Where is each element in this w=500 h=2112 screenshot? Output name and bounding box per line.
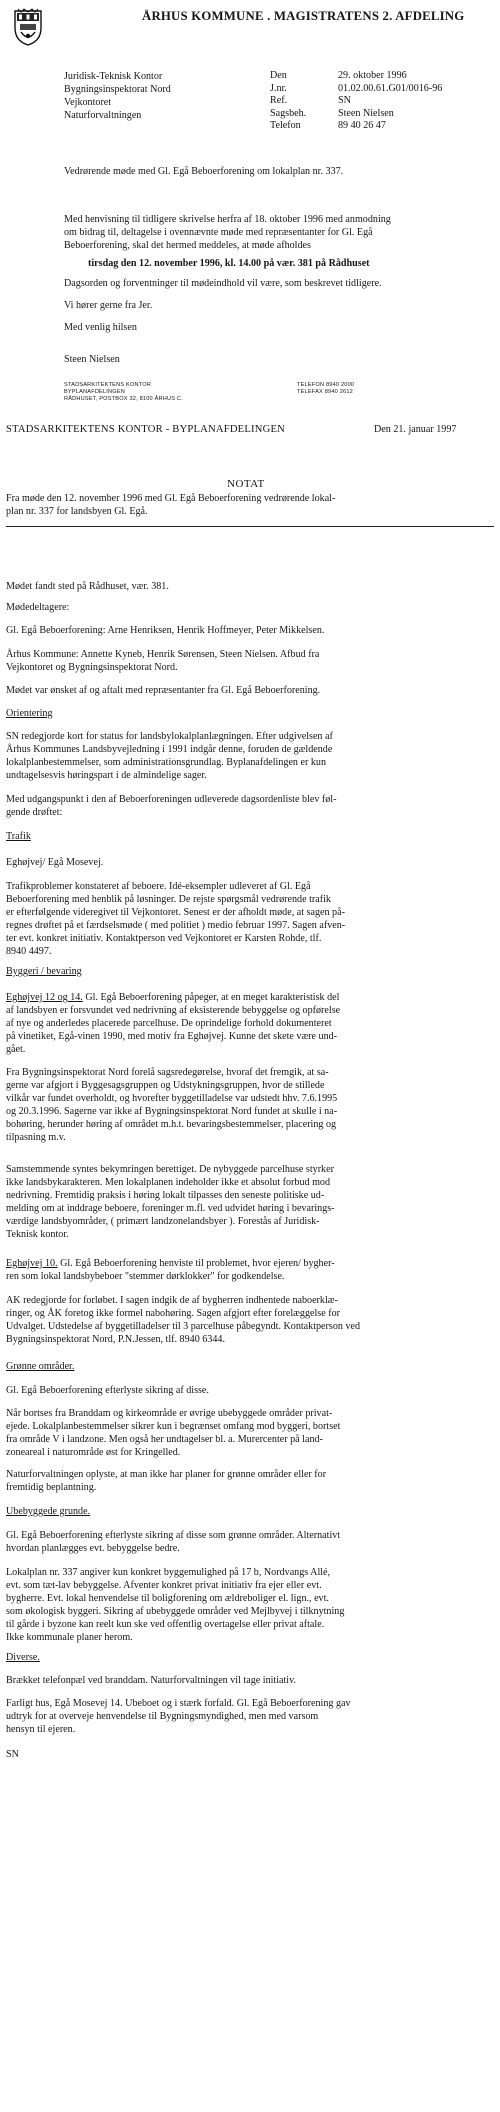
text-line: gerne var afgjort i Byggesagsgruppen og Udstykningsgruppen, hvor de stillede: [6, 1080, 325, 1091]
text-line: melding om at inddrage beboere, foreninger m.fl. ved udvidet høring i bevarings-: [6, 1203, 335, 1214]
text-line: af nye og anderledes placerede parcelhuse. De oprindelige forhold dokumenteret: [6, 1018, 332, 1029]
ubebyggede-paragraph-1: [6, 1529, 496, 1555]
meta-value: 29. oktober 1996: [338, 70, 407, 81]
trafik-text: [6, 880, 496, 958]
meeting-place: Mødet fandt sted på Rådhuset, vær. 381.: [6, 581, 169, 592]
text-line: hensyn til ejeren.: [6, 1724, 76, 1735]
text-line: [6, 991, 496, 1004]
diverse-paragraph-2: [6, 1697, 496, 1736]
section-heading-gronne: Grønne områder.: [6, 1361, 75, 1372]
addressee-line: Naturforvaltningen: [64, 110, 142, 121]
text-line: Udvalget. Udstedelse af byggetilladelser til 3 parcelhuse påbegyndt. Kontaktperson ved: [6, 1321, 361, 1332]
section-heading-diverse: Diverse.: [6, 1652, 40, 1663]
text-line: bohøring, herunder høring af området m.h.t. bevaringsbestemmelser, placering og: [6, 1119, 337, 1130]
participants-association: Gl. Egå Beboerforening: Arne Henriksen, Henrik Hoffmeyer, Peter Mikkelsen.: [6, 625, 325, 636]
hear-line: Vi hører gerne fra Jer.: [64, 300, 153, 311]
text-line: Århus Kommune: Annette Kyneb, Henrik Sørensen, Steen Nielsen. Afbud fra: [6, 649, 320, 660]
intro-line: Beboerforening, skal det hermed meddeles, at møde afholdes: [64, 240, 311, 251]
text-line: Vejkontoret og Bygningsinspektorat Nord.: [6, 662, 178, 673]
text-line: lokalplanbestemmelser, som administrationsgrundlag. Byplanafdelingen er kun: [6, 757, 326, 768]
footer-line: TELEFON 8940 2000: [297, 382, 355, 388]
text-line: Naturforvaltningen oplyste, at man ikke har planer for grønne områder eller for: [6, 1469, 327, 1480]
section-heading-trafik: Trafik: [6, 831, 31, 842]
meta-label: Telefon: [270, 120, 301, 131]
text-line: fremtidig beplantning.: [6, 1482, 97, 1493]
notat-subtitle: [6, 492, 496, 518]
meta-label: Den: [270, 70, 287, 81]
participants-heading: Mødedeltagere:: [6, 602, 70, 613]
byggeri-paragraph-3: [6, 1163, 496, 1241]
text-line: værdige landsbyområder, ( primært landzonelandsbyer ). Forestås af Juridisk-: [6, 1216, 320, 1227]
text-line: evt. som tæt-lav bebyggelse. Afventer konkret privat initiativ fra ejer eller evt.: [6, 1580, 322, 1591]
text-line: zoneareal i naturområde øst for Kringelled.: [6, 1447, 181, 1458]
text-line: [6, 1257, 496, 1270]
letter-intro: [64, 213, 494, 252]
text-line: Fra Bygningsinspektorat Nord forelå sagsredegørelse, hvoraf det fremgik, at sa-: [6, 1067, 329, 1078]
address-lead: Eghøjvej 12 og 14.: [6, 992, 83, 1003]
notat-office: STADSARKITEKTENS KONTOR - BYPLANAFDELINGEN: [6, 424, 285, 435]
text-line: Århus Kommunes Landsbyvejledning i 1991 indgår denne, foruden de gældende: [6, 744, 333, 755]
text-line: undtagelsesvis høringspart i de almindelige sager.: [6, 770, 207, 781]
meta-row-phone: [270, 120, 490, 133]
text-line: AK redegjorde for forløbet. I sagen indgik de af bygherren indhentede naboerklæ-: [6, 1295, 338, 1306]
text-line: Når bortses fra Branddam og kirkeområde er øvrige ubebyggede områder privat-: [6, 1408, 333, 1419]
text-line: Gl. Egå Beboerforening efterlyste sikring af disse som grønne områder. Alternativt: [6, 1530, 341, 1541]
meta-row-jnr: [270, 83, 490, 96]
text-line: bygherre. Evt. lokal henvendelse til boligforening om ældreboliger el. lign., evt.: [6, 1593, 329, 1604]
text-line: gået.: [6, 1044, 26, 1055]
addressee-list: [64, 70, 264, 122]
text-line: som økologisk byggeri. Sikring af ubebyggede områder ved Mejlbyvej i tilknytning: [6, 1606, 345, 1617]
author-initials: SN: [6, 1749, 19, 1760]
text-line: nedrivning. Fremtidig praksis i høring lokalt tilpasses den seneste politiske ud-: [6, 1190, 325, 1201]
subtitle-line: plan nr. 337 for landsbyen Gl. Egå.: [6, 506, 148, 517]
meta-label: Ref.: [270, 95, 288, 106]
meeting-wish: Mødet var ønsket af og aftalt med repræsentanter fra Gl. Egå Beboerforening.: [6, 685, 321, 696]
byggeri-paragraph-1: [6, 991, 496, 1056]
signature: Steen Nielsen: [64, 354, 120, 365]
text-line: ejede. Lokalplanbestemmelser sikrer kun i begrænset omfang mod byggeri, bortset: [6, 1421, 341, 1432]
text-line: Bygningsinspektorat Nord, P.N.Jessen, tlf. 8940 6344.: [6, 1334, 225, 1345]
trafik-location: Eghøjvej/ Egå Mosevej.: [6, 857, 104, 868]
text-line: er efterfølgende videregivet til Vejkontoret. Senest er der afholdt møde, at sagen på-: [6, 907, 345, 918]
text-line: Teknisk kontor.: [6, 1229, 69, 1240]
meta-row-date: [270, 70, 490, 83]
gronne-paragraph-3: [6, 1468, 496, 1494]
section-heading-orientering: Orientering: [6, 708, 53, 719]
meta-value: SN: [338, 95, 351, 106]
letter-footer-phone: [297, 382, 447, 396]
letter-meta: [270, 70, 490, 133]
text-line: regnes drøftet på et færdselsmøde ( med politiet ) medio februar 1997. Sagen afven-: [6, 920, 346, 931]
letter-header-title: ÅRHUS KOMMUNE . MAGISTRATENS 2. AFDELING: [142, 9, 465, 23]
gronne-paragraph-1: Gl. Egå Beboerforening efterlyste sikring af disse.: [6, 1385, 209, 1396]
text-line: Beboerforening med henblik på løsninger. De rejste spørgsmål vedrørende trafik: [6, 894, 331, 905]
text-line: Ikke kommunale planer herom.: [6, 1632, 133, 1643]
footer-line: RÅDHUSET, POSTBOX 32, 8100 ÅRHUS C.: [64, 396, 183, 402]
subtitle-divider: [6, 526, 494, 527]
text-line: på vinetiket, Egå-vinen 1990, med motiv fra Eghøjvej. Kunne det skete være und-: [6, 1031, 338, 1042]
diverse-paragraph-1: Brækket telefonpæl ved branddam. Naturforvaltningen vil tage initiativ.: [6, 1675, 297, 1686]
intro-line: om bidrag til, deltagelse i ovennævnte møde med repræsentanter for Gl. Egå: [64, 227, 373, 238]
letter-footer-address: [64, 382, 264, 403]
byggeri-paragraph-4: [6, 1257, 496, 1283]
text-line: ringer, og ÅK foretog ikke formel nabohøring. Sagen afgjort efter forelæggelse for: [6, 1308, 340, 1319]
text-line: tilpasning m.v.: [6, 1132, 66, 1143]
notat-date: Den 21. januar 1997: [374, 424, 457, 435]
text-line: Trafikproblemer konstateret af beboere. Idé-eksempler udleveret af Gl. Egå: [6, 881, 311, 892]
agenda-line: Dagsorden og forventninger til mødeindhold vil være, som beskrevet tidligere.: [64, 278, 382, 289]
text-line: gende drøftet:: [6, 807, 63, 818]
meta-value: 01.02.00.61.G01/0016-96: [338, 82, 443, 94]
footer-line: TELEFAX 8940 2612: [297, 389, 353, 395]
meta-row-ref: [270, 95, 490, 108]
intro-line: Med henvisning til tidligere skrivelse herfra af 18. oktober 1996 med anmodning: [64, 214, 391, 225]
text-line: ren som lokal landsbybeboer "stemmer dørklokker" for godkendelse.: [6, 1271, 285, 1282]
addressee-line: Vejkontoret: [64, 97, 112, 108]
text-line: og 20.3.1996. Sagerne var ikke af Bygningsinspektorat Nord fundet at skulle i na-: [6, 1106, 338, 1117]
participants-municipality: [6, 648, 496, 674]
text-line: Lokalplan nr. 337 angiver kun konkret byggemulighed på 17 b, Nordvangs Allé,: [6, 1567, 331, 1578]
coat-of-arms-logo: [13, 8, 43, 46]
text-line: af landsbyen er forsvundet ved nedrivning af eksisterende bebyggelse og opførelse: [6, 1005, 341, 1016]
section-heading-byggeri: Byggeri / bevaring: [6, 966, 82, 977]
text-line: Samstemmende syntes bekymringen berettiget. De nybyggede parcelhuse styrker: [6, 1164, 334, 1175]
footer-line: BYPLANAFDELINGEN: [64, 389, 126, 395]
section-heading-ubebyggede: Ubebyggede grunde.: [6, 1506, 91, 1517]
text-line: 8940 4497.: [6, 946, 52, 957]
meta-value: Steen Nielsen: [338, 107, 394, 119]
addressee-line: Juridisk-Teknisk Kontor: [64, 71, 163, 82]
notat-title: NOTAT: [227, 478, 265, 490]
meta-row-caseworker: [270, 108, 490, 121]
text-line: ikke landsbykarakteren. Men lokalplanen indeholder ikke et absolut forbud mod: [6, 1177, 331, 1188]
byggeri-paragraph-2: [6, 1066, 496, 1144]
meta-value: 89 40 26 47: [338, 120, 386, 131]
ubebyggede-paragraph-2: [6, 1566, 496, 1644]
meeting-time-line: tirsdag den 12. november 1996, kl. 14.00 på vær. 381 på Rådhuset: [88, 258, 370, 269]
text-line: hvordan planlægges evt. bebyggelse bedre.: [6, 1543, 180, 1554]
footer-line: STADSARKITEKTENS KONTOR: [64, 382, 152, 388]
orientering-text: [6, 730, 496, 782]
text-line: udtryk for at overveje henvendelse til Bygningsmyndighed, men med varsom: [6, 1711, 319, 1722]
agenda-intro: [6, 793, 496, 819]
meta-label: Sagsbeh.: [270, 107, 307, 119]
text-line: vilkår var fundet overholdt, og hvorefter byggetilladelse var udstedt hhv. 7.6.1995: [6, 1093, 338, 1104]
subtitle-line: Fra møde den 12. november 1996 med Gl. Egå Beboerforening vedrørende lokal-: [6, 493, 336, 504]
text-line: SN redegjorde kort for status for landsbylokalplanlægningen. Efter udgivelsen af: [6, 731, 333, 742]
text-line: til gårde i byzone kan reelt kun ske ved offentlig overtagelse eller privat aftale.: [6, 1619, 325, 1630]
text-line: ter evt. konkret initiativ. Kontaktperson ved Vejkontoret er Karsten Rohde, tlf.: [6, 933, 322, 944]
gronne-paragraph-2: [6, 1407, 496, 1459]
address-lead: Eghøjvej 10.: [6, 1258, 58, 1269]
text-line: fra område V i landzone. Men også her undtagelser bl. a. Murercenter på land-: [6, 1434, 323, 1445]
addressee-line: Bygningsinspektorat Nord: [64, 84, 171, 95]
text-span: Gl. Egå Beboerforening henviste til problemet, hvor ejeren/ bygher-: [57, 1258, 335, 1269]
text-span: Gl. Egå Beboerforening påpeger, at en meget karakteristisk del: [82, 992, 340, 1003]
greeting: Med venlig hilsen: [64, 322, 137, 333]
byggeri-paragraph-5: [6, 1294, 496, 1346]
text-line: Med udgangspunkt i den af Beboerforeningen udleverede dagsordenliste blev føl-: [6, 794, 337, 805]
letter-subject: Vedrørende møde med Gl. Egå Beboerforening om lokalplan nr. 337.: [64, 166, 344, 177]
meta-label: J.nr.: [270, 82, 287, 94]
text-line: Farligt hus, Egå Mosevej 14. Ubeboet og i stærk forfald. Gl. Egå Beboerforening gav: [6, 1698, 351, 1709]
